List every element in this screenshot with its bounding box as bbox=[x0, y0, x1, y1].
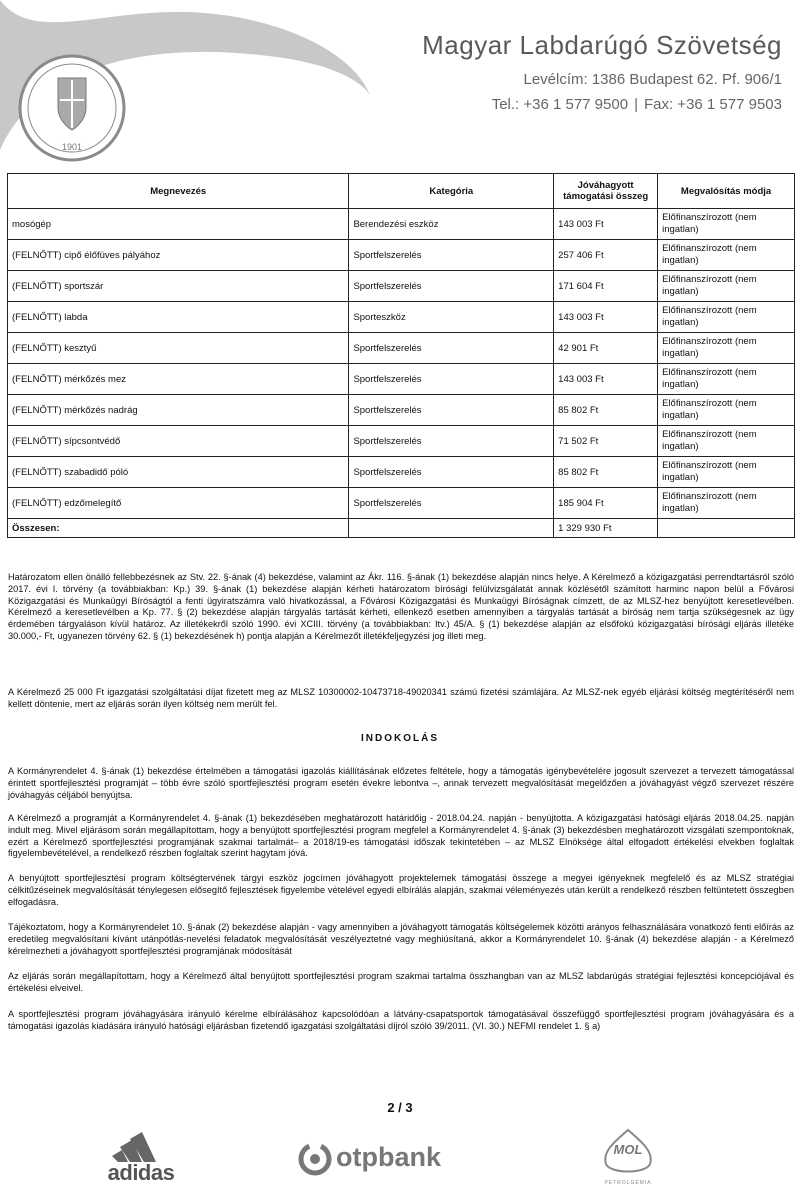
mol-logo bbox=[598, 1128, 658, 1190]
org-header bbox=[422, 30, 782, 113]
item-category-cell: Berendezési eszköz bbox=[349, 209, 554, 240]
org-fax: Fax: +36 1 577 9503 bbox=[643, 96, 782, 113]
item-name-cell: (FELNŐTT) sportszár bbox=[8, 271, 349, 302]
item-category-cell: Sportfelszerelés bbox=[349, 240, 554, 271]
paragraph-reasoning-1: A Kormányrendelet 4. §-ának (1) bekezdése értelmében a támogatási igazolás kiállításának előzetes feltétele, hogy a támogatás igénybevételére jogosult szervezet a tervezett támogatással érintett sportfejlesztési programját – több évre szóló sportfejlesztési program esetén évekre lebontva –, annak tervezett megvalósítását megelőzően a jóváhagyást végző szervezet részére jóváhagyás céljából benyújtsa. bbox=[8, 766, 794, 800]
otpbank-logo bbox=[298, 1140, 478, 1180]
mol-subtitle: PETROLGÉMIA bbox=[604, 1180, 652, 1186]
item-name-cell: (FELNŐTT) kesztyű bbox=[8, 333, 349, 364]
item-name-cell: (FELNŐTT) szabadidő póló bbox=[8, 457, 349, 488]
table-row bbox=[8, 333, 795, 364]
item-category-cell: Sportfelszerelés bbox=[349, 395, 554, 426]
table-row bbox=[8, 426, 795, 457]
item-name-cell: (FELNŐTT) edzőmelegítő bbox=[8, 488, 349, 519]
item-mode-cell: Előfinanszírozott (nem ingatlan) bbox=[658, 457, 795, 488]
col-header-amount: Jóváhagyott támogatási összeg bbox=[554, 174, 658, 209]
table-row bbox=[8, 209, 795, 240]
org-phone: Tel.: +36 1 577 9500 bbox=[491, 96, 629, 113]
table-row bbox=[8, 488, 795, 519]
paragraph-fee: A Kérelmező 25 000 Ft igazgatási szolgáltatási díjat fizetett meg az MLSZ 10300002-10473718-49020341 számú fizetési számlájára. Az MLSZ-nek egyéb eljárási költség megtérítéséről nem kellett döntenie, mert az eljárás során ilyen költség nem merült fel. bbox=[8, 687, 794, 709]
total-empty-cell bbox=[658, 519, 795, 538]
adidas-wordmark: adidas bbox=[107, 1160, 175, 1185]
item-name-cell: (FELNŐTT) labda bbox=[8, 302, 349, 333]
paragraph-reasoning-4: Tájékoztatom, hogy a Kormányrendelet 10. §-ának (2) bekezdése alapján - vagy amennyiben a jóváhagyott támogatás költségelemek közötti arányos felhasználására vonatkozó fenti előírás az eredetileg megvalósítani kívánt utánpótlás-nevelési feladatok megvalósítását veszélyeztetné vagy meghiúsítaná, akkor a Kormányrendelet 10. §-ának (4) bekezdése alapján - a Kérelmező kérelmezheti a jóváhagyott sportfejlesztési programjának módosítását bbox=[8, 922, 794, 956]
adidas-stripes-icon bbox=[96, 1128, 186, 1164]
item-name-cell: (FELNŐTT) cipő élőfüves pályához bbox=[8, 240, 349, 271]
item-mode-cell: Előfinanszírozott (nem ingatlan) bbox=[658, 364, 795, 395]
org-address: Levélcím: 1386 Budapest 62. Pf. 906/1 bbox=[523, 71, 782, 88]
support-items-table bbox=[7, 173, 795, 538]
table-header-row bbox=[8, 174, 795, 209]
item-mode-cell: Előfinanszírozott (nem ingatlan) bbox=[658, 209, 795, 240]
otpbank-wordmark: otpbank bbox=[336, 1142, 441, 1172]
item-amount-cell: 85 802 Ft bbox=[554, 395, 658, 426]
item-amount-cell: 143 003 Ft bbox=[554, 364, 658, 395]
item-amount-cell: 257 406 Ft bbox=[554, 240, 658, 271]
item-category-cell: Sportfelszerelés bbox=[349, 488, 554, 519]
col-header-category: Kategória bbox=[349, 174, 554, 209]
item-name-cell: (FELNŐTT) mérkőzés mez bbox=[8, 364, 349, 395]
item-mode-cell: Előfinanszírozott (nem ingatlan) bbox=[658, 302, 795, 333]
total-empty-cell bbox=[349, 519, 554, 538]
item-category-cell: Sportfelszerelés bbox=[349, 333, 554, 364]
org-name: Magyar Labdarúgó Szövetség bbox=[422, 30, 782, 60]
seal-year: 1901 bbox=[61, 142, 83, 152]
paragraph-reasoning-3: A benyújtott sportfejlesztési program költségtervének tárgyi eszköz jogcímen jóváhagyott projektelemek támogatási összege a megyei igényeknek megfelelő és az MLSZ stratégiai célkitűzéseinek megvalósítását ténylegesen elősegítő fejlesztések figyelembe vételével egyedi elbírálás alapján, szakmai véleményezés után került a rendelkező részben feltüntetett összegben elfogadásra. bbox=[8, 873, 794, 907]
table-total-row bbox=[8, 519, 795, 538]
item-amount-cell: 185 904 Ft bbox=[554, 488, 658, 519]
col-header-name: Megnevezés bbox=[8, 174, 349, 209]
item-name-cell: (FELNŐTT) mérkőzés nadrág bbox=[8, 395, 349, 426]
paragraph-reasoning-2: A Kérelmező a programját a Kormányrendelet 4. §-ának (1) bekezdésében meghatározott határidőig - 2018.04.24. napján - benyújtotta. A közigazgatási hatósági eljárás 2018.04.25. napján indult meg. Mivel eljárásom során megállapítottam, hogy a benyújtott sportfejlesztési program megfelel a Kormányrendelet 4. §-ának (3) bekezdésben meghatározott vizsgálati szempontoknak, ezért a Kérelmező sportfejlesztési programjának szakmai tartalmát– a 2018/19-es támogatási időszak tekintetében – az MLSZ Elnöksége által elfogadott értékelési elvekben foglaltak figyelembevételével, a rendelkező részben foglaltak szerint hagytam jóvá. bbox=[8, 813, 794, 859]
item-mode-cell: Előfinanszírozott (nem ingatlan) bbox=[658, 426, 795, 457]
total-label: Összesen: bbox=[8, 519, 349, 538]
item-mode-cell: Előfinanszírozott (nem ingatlan) bbox=[658, 488, 795, 519]
item-name-cell: mosógép bbox=[8, 209, 349, 240]
org-contact bbox=[422, 96, 782, 113]
item-amount-cell: 143 003 Ft bbox=[554, 209, 658, 240]
item-mode-cell: Előfinanszírozott (nem ingatlan) bbox=[658, 271, 795, 302]
item-mode-cell: Előfinanszírozott (nem ingatlan) bbox=[658, 333, 795, 364]
total-amount: 1 329 930 Ft bbox=[554, 519, 658, 538]
mol-wordmark: MOL bbox=[613, 1142, 643, 1157]
item-category-cell: Sporteszköz bbox=[349, 302, 554, 333]
item-amount-cell: 85 802 Ft bbox=[554, 457, 658, 488]
table-row bbox=[8, 271, 795, 302]
mlsz-logo bbox=[0, 0, 380, 170]
item-category-cell: Sportfelszerelés bbox=[349, 426, 554, 457]
paragraph-reasoning-6: A sportfejlesztési program jóváhagyására irányuló kérelme elbírálásához kapcsolódóan a látvány-csapatsportok támogatásával összefüggő sportfejlesztési program jóváhagyására és a támogatási igazolás kiadására irányuló hatósági eljárásban fizetendő igazgatási szolgáltatási díjról szóló 39/2011. (VI. 30.) NEFMI rendelet 1. § a) bbox=[8, 1009, 794, 1031]
item-category-cell: Sportfelszerelés bbox=[349, 364, 554, 395]
section-heading: INDOKOLÁS bbox=[361, 733, 439, 744]
item-amount-cell: 71 502 Ft bbox=[554, 426, 658, 457]
col-header-mode: Megvalósítás módja bbox=[658, 174, 795, 209]
otp-swirl-icon bbox=[298, 1142, 332, 1176]
table-row bbox=[8, 457, 795, 488]
item-name-cell: (FELNŐTT) sípcsontvédő bbox=[8, 426, 349, 457]
item-category-cell: Sportfelszerelés bbox=[349, 457, 554, 488]
page-number: 2 / 3 bbox=[387, 1100, 413, 1115]
item-mode-cell: Előfinanszírozott (nem ingatlan) bbox=[658, 240, 795, 271]
item-category-cell: Sportfelszerelés bbox=[349, 271, 554, 302]
table-row bbox=[8, 302, 795, 333]
table-row bbox=[8, 395, 795, 426]
contact-separator: | bbox=[634, 96, 638, 113]
table-row bbox=[8, 240, 795, 271]
paragraph-reasoning-5: Az eljárás során megállapítottam, hogy a Kérelmező által benyújtott sportfejlesztési program szakmai tartalma összhangban van az MLSZ labdarúgás stratégiai fejlesztési koncepciójával és értékelési elveivel. bbox=[8, 971, 794, 993]
item-mode-cell: Előfinanszírozott (nem ingatlan) bbox=[658, 395, 795, 426]
table-row bbox=[8, 364, 795, 395]
paragraph-appeal: Határozatom ellen önálló fellebbezésnek az Stv. 22. §-ának (4) bekezdése, valamint az Ákr. 116. §-ának (1) bekezdése alapján nincs helye. A Kérelmező a közigazgatási perrendtartásról szóló 2017. évi I. törvény (a továbbiakban: Kp.) 39. §-ának (1) bekezdése alapján kérheti határozatom bírósági felülvizsgálatát annak közlésétől számított harminc napon belül a Fővárosi Közigazgatási és Munkaügyi Bíróságtól a fenti ügyiratszámra való hivatkozással, a Fővárosi Közigazgatási és Munkaügyi Bíróságnak címzett, de az MLSZ-hez benyújtott keresetlevélben. Kérelmező a keresetlevélben a Kp. 77. § (2) bekezdése alapján tárgyalás tartását kérheti, ellenkező esetben amennyiben a tárgyalás tartását a bíróság nem tartja szükségesnek az ügy érdemében tárgyaláson kívül határoz. Az illetékekről szóló 1990. évi XCIII. törvény (a továbbiakban: Itv.) 45/A. § (1) bekezdése alapján az elsőfokú közigazgatási bírósági eljárás illetéke 30.000,- Ft, ugyanezen törvény 62. § (1) bekezdésének h) pontja alapján a Kérelmezőt illetékfeljegyzési jog illeti meg. bbox=[8, 572, 794, 641]
item-amount-cell: 143 003 Ft bbox=[554, 302, 658, 333]
item-amount-cell: 42 901 Ft bbox=[554, 333, 658, 364]
adidas-logo bbox=[96, 1128, 186, 1188]
item-amount-cell: 171 604 Ft bbox=[554, 271, 658, 302]
